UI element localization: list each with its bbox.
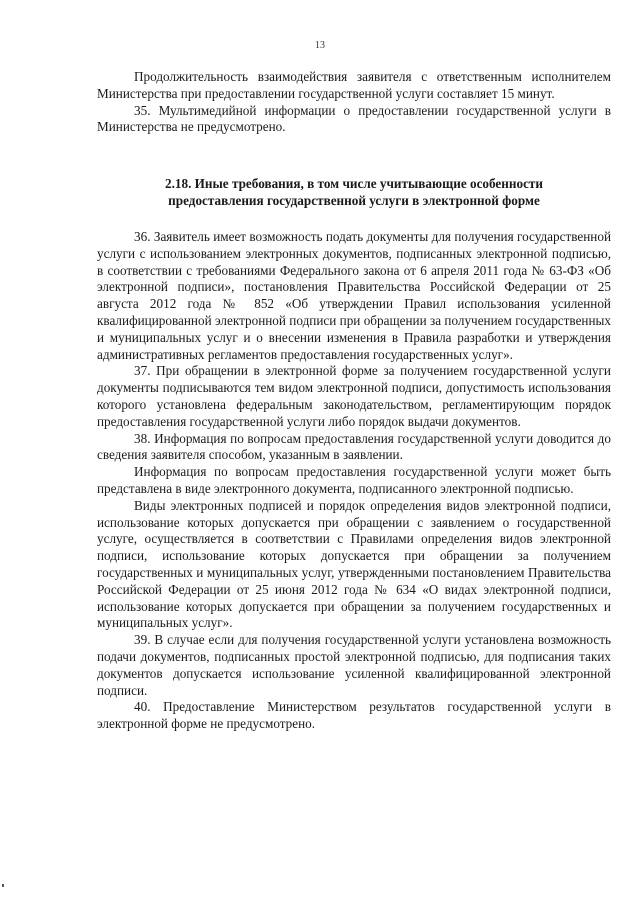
scan-artifact xyxy=(2,884,4,887)
paragraph-36: 36. Заявитель имеет возможность подать документы для получения государственной услуги с использованием электронных документов, подписанных электронной подписью, в соответствии с требованиями Федерального закона от 6 апреля 2011 года № 63-ФЗ «Об электронной подписи», постановления Правительства Российской Федерации от 25 августа 2012 года № 852 «Об утверждении Правил использования усиленной квалифицированной электронной подписи при обращении за получением государственных и муниципальных услуг и о внесении изменения в Правила разработки и утверждения административных регламентов предоставления государственных услуг». xyxy=(97,229,611,362)
section-heading-line-2: предоставления государственной услуги в электронной форме xyxy=(168,192,540,208)
paragraph-35: 35. Мультимедийной информации о предоставлении государственной услуги в Министерства не предусмотрено. xyxy=(97,102,611,135)
paragraph-38: 38. Информация по вопросам предоставления государственной услуги доводится до сведения заявителя способом, указанным в заявлении. xyxy=(97,430,611,463)
paragraph-39: 39. В случае если для получения государственной услуги установлена возможность подачи документов, подписанных простой электронной подписью, для подписания таких документов допускается использование усиленной квалифицированной электронной подписи. xyxy=(97,632,611,698)
section-heading xyxy=(110,176,598,210)
paragraph-signature-types: Виды электронных подписей и порядок определения видов электронной подписи, использование которых допускается при обращении с заявлением о государственной услуге, осуществляется в соответствии с Правилами определения видов электронной подписи, использование которых допускается при обращении за получением государственных и муниципальных услуг, утвержденными постановлением Правительства Российской Федерации от 25 июня 2012 года № 634 «О видах электронной подписи, использование которых допускается при обращении за получением государственных и муниципальных услуг». xyxy=(97,497,611,631)
body-text-block xyxy=(97,229,611,733)
paragraph-info-electronic: Информация по вопросам предоставления государственной услуги может быть представлена в виде электронного документа, подписанного электронной подписью. xyxy=(97,464,611,496)
top-text-block xyxy=(97,69,611,136)
paragraph-37: 37. При обращении в электронной форме за получением государственной услуги документы подписываются тем видом электронной подписи, допустимость использования которого установлена федеральным законодательством, регламентирующим порядок предоставления государственной услуги либо порядок выдачи документов. xyxy=(97,363,611,429)
paragraph-40: 40. Предоставление Министерством результатов государственной услуги в электронной форме не предусмотрено. xyxy=(97,699,611,732)
page-number: 13 xyxy=(315,40,325,51)
paragraph-duration: Продолжительность взаимодействия заявителя с ответственным исполнителем Министерства при предоставлении государственной услуги составляет 15 минут. xyxy=(97,69,611,101)
section-heading-line-1: 2.18. Иные требования, в том числе учитывающие особенности xyxy=(164,176,544,191)
